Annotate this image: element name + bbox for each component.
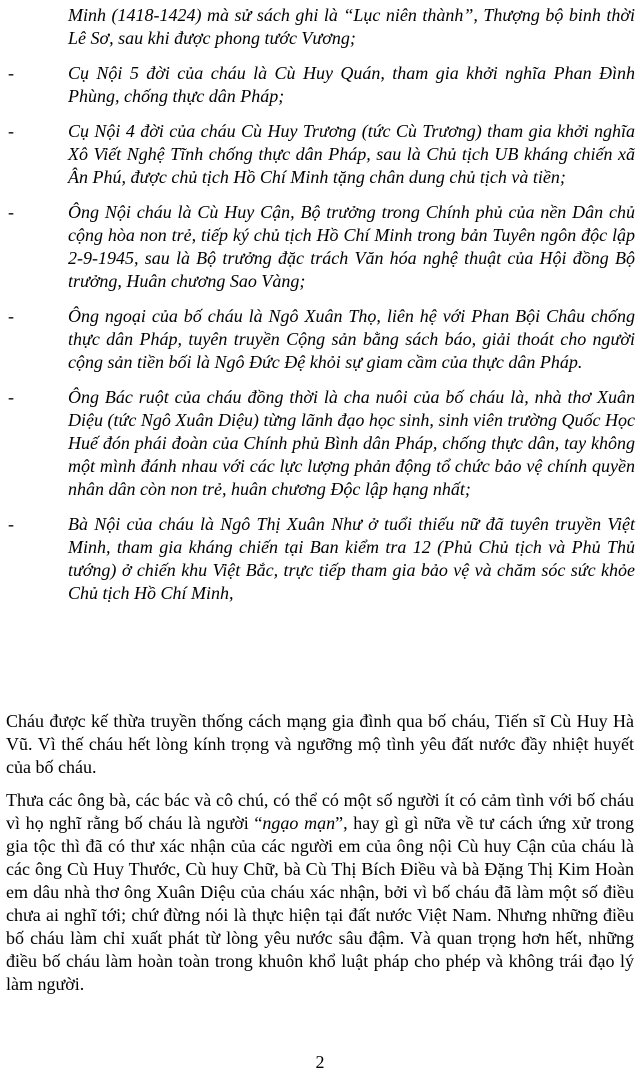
list-item-text: Cụ Nội 5 đời của cháu là Cù Huy Quán, tham gia khởi nghĩa Phan Đình Phùng, chống thực dân Pháp; bbox=[68, 63, 635, 106]
list-item bbox=[0, 386, 640, 501]
paragraph-text-part: Thưa các ông bà, các bác và cô chú, có thể có một số người ít có cảm tình với bố cháu vì họ nghĩ rằng bố cháu là người “ bbox=[6, 790, 634, 833]
paragraph-heritage: Cháu được kế thừa truyền thống cách mạng gia đình qua bố cháu, Tiến sĩ Cù Huy Hà Vũ. Vì thế cháu hết lòng kính trọng và ngưỡng mộ tình yêu đất nước đầy nhiệt huyết của bố cháu. bbox=[6, 711, 634, 777]
bullet-dash: - bbox=[8, 387, 14, 407]
list-item bbox=[0, 513, 640, 605]
list-item-text: Ông Nội cháu là Cù Huy Cận, Bộ trưởng trong Chính phủ của nền Dân chủ cộng hòa non trẻ, tiếp ký chủ tịch Hồ Chí Minh trong bản Tuyên ngôn độc lập 2-9-1945, sau là Bộ trưởng đặc trách Văn hóa nghệ thuật của Hội đồng Bộ trưởng, Huân chương Sao Vàng; bbox=[68, 202, 635, 291]
list-item bbox=[0, 201, 640, 293]
list-item-text: Minh (1418-1424) mà sử sách ghi là “Lục niên thành”, Thượng bộ binh thời Lê Sơ, sau khi được phong tước Vương; bbox=[68, 5, 635, 48]
bullet-dash: - bbox=[8, 514, 14, 534]
list-item bbox=[0, 120, 640, 189]
list-item-text: Bà Nội của cháu là Ngô Thị Xuân Như ở tuổi thiếu nữ đã tuyên truyền Việt Minh, tham gia kháng chiến tại Ban kiểm tra 12 (Phủ Chủ tịch và Phủ Thủ tướng) ở chiến khu Việt Bắc, trực tiếp tham gia bảo vệ và chăm sóc sức khỏe Chủ tịch Hồ Chí Minh, bbox=[68, 514, 635, 603]
emphasis-text: ngạo mạn bbox=[262, 813, 336, 833]
bullet-dash: - bbox=[8, 202, 14, 222]
list-item bbox=[0, 62, 640, 108]
list-item bbox=[0, 305, 640, 374]
bullet-dash: - bbox=[8, 121, 14, 141]
body-paragraphs bbox=[6, 710, 634, 1006]
paragraph-text-part: ”, hay gì gì nữa về tư cách ứng xử trong gia tộc thì đã có thư xác nhận của các người em của ông nội Cù huy Cận của cháu là các ông Cù Huy Thước, Cù huy Chữ, bà Cù Thị Bích Điều và bà Đặng Thị Kim Hoàn em dâu nhà thơ ông Xuân Diệu của cháu xác nhận, bởi vì bố cháu đã làm một số điều chưa ai nghĩ tới; chứ đừng nói là thực hiện tại đất nước Việt Nam. Nhưng những điều bố cháu làm chỉ xuất phát từ lòng yêu nước sâu đậm. Và quan trọng hơn hết, những điều bố cháu làm hoàn toàn trong khuôn khổ luật pháp cho phép và không trái đạo lý làm người. bbox=[6, 813, 635, 994]
list-item bbox=[0, 4, 640, 50]
paragraph-address bbox=[6, 789, 634, 996]
bullet-list bbox=[0, 4, 640, 617]
page-number: 2 bbox=[315, 1052, 325, 1072]
list-item-text: Ông ngoại của bố cháu là Ngô Xuân Thọ, liên hệ với Phan Bội Châu chống thực dân Pháp, tuyên truyền Cộng sản bằng sách báo, giải thoát cho người cộng sản tiền bối là Ngô Đức Đệ khỏi sự giam cầm của thực dân Pháp. bbox=[68, 306, 635, 372]
list-item-text: Cụ Nội 4 đời của cháu Cù Huy Trương (tức Cù Trương) tham gia khởi nghĩa Xô Viết Nghệ Tĩnh chống thực dân Pháp, sau là Chủ tịch UB kháng chiến xã Ân Phú, được chủ tịch Hồ Chí Minh tặng chân dung chủ tịch và tiền; bbox=[68, 121, 635, 187]
bullet-dash: - bbox=[8, 306, 14, 326]
list-item-text: Ông Bác ruột của cháu đồng thời là cha nuôi của bố cháu là, nhà thơ Xuân Diệu (tức Ngô Xuân Diệu) từng lãnh đạo học sinh, sinh viên trường Quốc Học Huế đón phái đoàn của Chính phủ Bình dân Pháp, chống thực dân, tay không một mình đánh nhau với các lực lượng phản động tổ chức bảo vệ chính quyền nhân dân còn non trẻ, huân chương Độc lập hạng nhất; bbox=[68, 387, 635, 499]
bullet-dash: - bbox=[8, 63, 14, 83]
